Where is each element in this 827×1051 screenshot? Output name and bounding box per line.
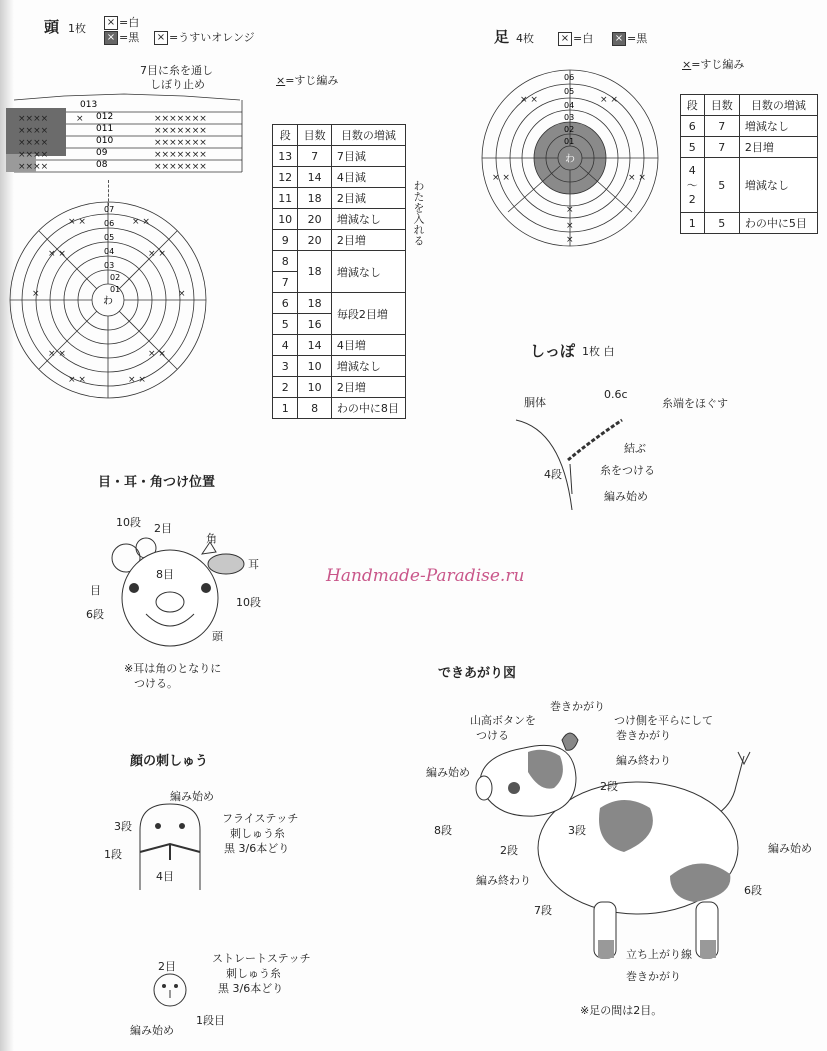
svg-text:×: × <box>566 235 574 245</box>
svg-text:××××: ×××× <box>18 138 49 148</box>
head-count: 1枚 <box>68 22 86 35</box>
head-note-thread: 7目に糸を通し <box>140 64 213 77</box>
head-center: わ <box>103 296 113 307</box>
head-note-gather: しぼり止め <box>150 78 205 91</box>
head-legend-white: × =白 <box>104 14 139 30</box>
ring-label-4: 04 <box>104 247 115 256</box>
ring-label-5: 05 <box>104 233 115 242</box>
svg-text:×: × <box>566 205 574 215</box>
row-label-12: 012 <box>96 112 114 122</box>
tail-title: しっぽ <box>530 342 576 360</box>
svg-text:×××××××: ××××××× <box>154 162 207 172</box>
svg-text:× ×: × × <box>128 375 146 385</box>
ring-label-2: 02 <box>110 273 121 282</box>
svg-text:××××: ×××× <box>18 126 49 136</box>
svg-text:×××××××: ××××××× <box>154 126 207 136</box>
eye-title: 目・耳・角つけ位置 <box>98 475 216 490</box>
row-label-9: 09 <box>96 148 108 158</box>
head-circle-chart <box>8 196 212 408</box>
head-legend-black: × =黒 <box>104 29 139 45</box>
svg-text:× ×: × × <box>492 173 510 183</box>
svg-text:× ×: × × <box>148 349 166 359</box>
embroidery-face-2 <box>150 968 190 1014</box>
head-count-table: 段 目数 目数の増減 13 7 7目減 12 14 4目減 11 18 2目減 10 20 増減なし 9 20 2目増 8 18 増減なし 7 6 18 毎段2目増 5 16 4 14 4目増 3 10 増減なし 2 10 2目増 1 8 わの中に8目 <box>272 124 406 419</box>
svg-text:× ×: × × <box>48 249 66 259</box>
ring-label-6: 06 <box>104 219 115 228</box>
svg-text:× ×: × × <box>68 375 86 385</box>
ring-label-1: 01 <box>110 285 121 294</box>
svg-text:03: 03 <box>564 113 575 122</box>
svg-text:05: 05 <box>564 87 575 96</box>
embroidery-title: 顔の刺しゅう <box>130 754 209 769</box>
head-title: 頭 <box>44 18 60 36</box>
svg-text:× ×: × × <box>132 217 150 227</box>
face-position-diagram <box>90 528 250 658</box>
row-label-10: 010 <box>96 136 114 146</box>
svg-text:× ×: × × <box>600 95 618 105</box>
svg-text:× ×: × × <box>148 249 166 259</box>
head-side-note: わたを入れる <box>412 180 425 246</box>
svg-text:××××: ×××× <box>18 162 49 172</box>
svg-text:××××: ×××× <box>18 114 49 124</box>
watermark: Handmade-Paradise.ru <box>326 566 525 586</box>
svg-text:× ×: × × <box>628 173 646 183</box>
tail-diagram <box>512 400 672 510</box>
head-row-chart <box>4 88 248 180</box>
ring-label-7: 07 <box>104 205 115 214</box>
head-legend-orange: × =うすいオレンジ <box>154 29 255 45</box>
svg-text:02: 02 <box>564 125 575 134</box>
tail-count: 1枚 白 <box>582 345 615 358</box>
svg-text:01: 01 <box>564 137 575 146</box>
foot-suji: ×=すじ編み <box>682 58 745 71</box>
svg-text:×: × <box>32 289 40 299</box>
svg-text:×: × <box>566 221 574 231</box>
svg-text:06: 06 <box>564 73 575 82</box>
svg-text:わ: わ <box>565 154 575 165</box>
foot-title: 足 <box>494 28 510 46</box>
head-suji: ×=すじ編み <box>276 74 339 87</box>
ring-label-3: 03 <box>104 261 115 270</box>
svg-text:×××××××: ××××××× <box>154 150 207 160</box>
svg-text:×××××××: ××××××× <box>154 114 207 124</box>
svg-text:×: × <box>178 289 186 299</box>
svg-text:04: 04 <box>564 101 575 110</box>
row-label-13: 013 <box>80 100 98 110</box>
foot-count-table: 段 目数 目数の増減 6 7 増減なし 5 7 2目増 4 ～ 2 5 増減なし 1 5 わの中に5目 <box>680 94 818 234</box>
svg-text:×××××××: ××××××× <box>154 138 207 148</box>
row-label-11: 011 <box>96 124 114 134</box>
svg-text:× ×: × × <box>520 95 538 105</box>
foot-legend-black: × =黒 <box>612 30 647 46</box>
finished-title: できあがり図 <box>438 666 517 681</box>
svg-text:× ×: × × <box>48 349 66 359</box>
foot-count: 4枚 <box>516 32 534 45</box>
foot-circle-chart <box>478 62 662 256</box>
svg-text:××××: ×××× <box>18 150 49 160</box>
svg-text:× ×: × × <box>68 217 86 227</box>
svg-text:×: × <box>76 114 84 124</box>
row-label-8: 08 <box>96 160 108 170</box>
foot-legend-white: × =白 <box>558 30 593 46</box>
